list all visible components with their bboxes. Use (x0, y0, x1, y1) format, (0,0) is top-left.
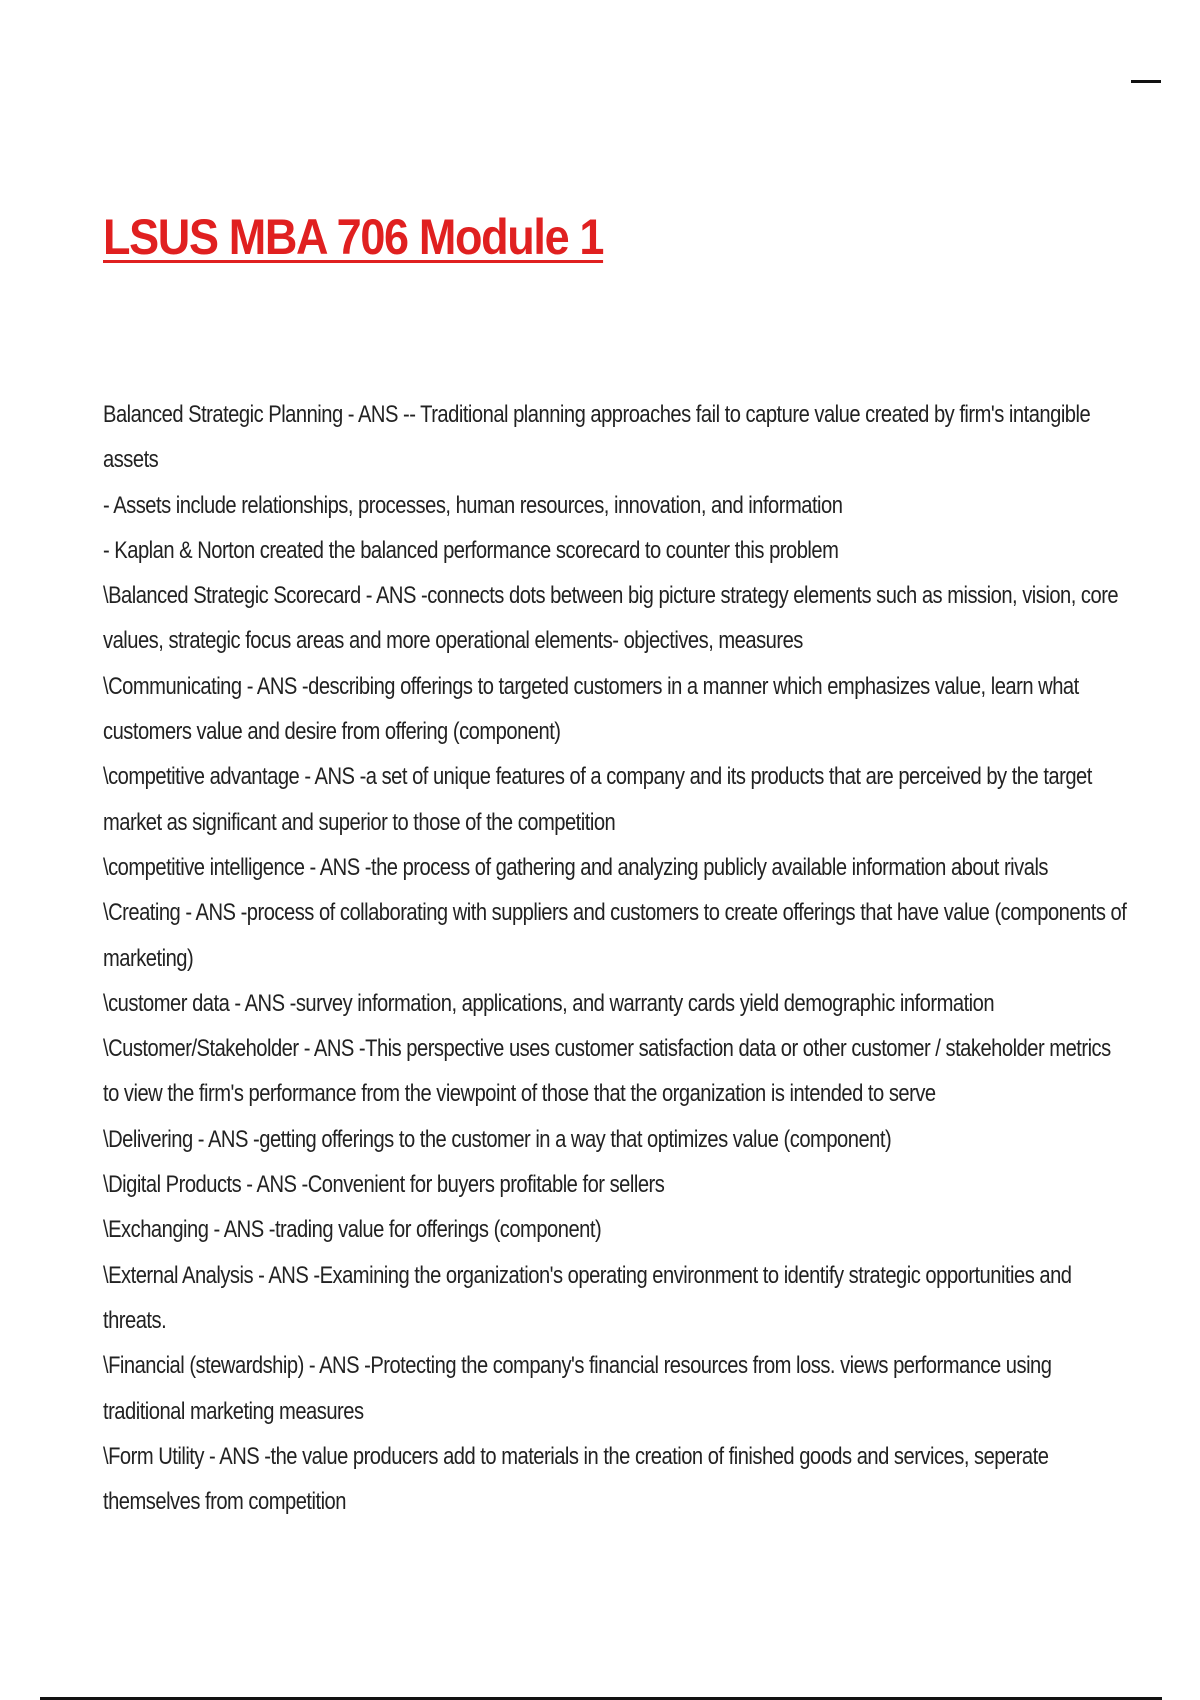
page-corner-dash (1131, 80, 1161, 83)
body-line: - Kaplan & Norton created the balanced performance scorecard to counter this problem (103, 536, 839, 564)
body-line: to view the firm's performance from the viewpoint of those that the organization is intended to serve (103, 1080, 936, 1108)
body-line: market as significant and superior to those of the competition (103, 808, 616, 836)
body-line: traditional marketing measures (103, 1397, 364, 1425)
body-line: values, strategic focus areas and more operational elements- objectives, measures (103, 627, 803, 655)
document-body (103, 392, 1143, 1524)
body-line: \External Analysis - ANS -Examining the organization's operating environment to identify strategic opportunities and (103, 1261, 1072, 1289)
body-line: \customer data - ANS -survey information, applications, and warranty cards yield demographic information (103, 989, 995, 1017)
body-line: customers value and desire from offering (component) (103, 718, 561, 746)
body-line: \competitive advantage - ANS -a set of unique features of a company and its products that are perceived by the target (103, 763, 1092, 791)
body-line: threats. (103, 1306, 167, 1334)
body-line: \Financial (stewardship) - ANS -Protecting the company's financial resources from loss. views performance using (103, 1352, 1052, 1380)
body-line: assets (103, 446, 159, 474)
body-line: \Form Utility - ANS -the value producers add to materials in the creation of finished goods and services, seperate (103, 1442, 1049, 1470)
body-line: \Digital Products - ANS -Convenient for buyers profitable for sellers (103, 1171, 665, 1199)
body-line: - Assets include relationships, processes, human resources, innovation, and information (103, 491, 843, 519)
body-line: \Balanced Strategic Scorecard - ANS -connects dots between big picture strategy elements such as mission, vision, core (103, 582, 1119, 610)
body-line: \Delivering - ANS -getting offerings to the customer in a way that optimizes value (component) (103, 1125, 892, 1153)
body-line: Balanced Strategic Planning - ANS -- Traditional planning approaches fail to capture value created by firm's intangible (103, 401, 1091, 428)
document-title: LSUS MBA 706 Module 1 (103, 209, 604, 265)
body-line: \Communicating - ANS -describing offerings to targeted customers in a manner which emphasizes value, learn what (103, 672, 1079, 700)
body-line: marketing) (103, 944, 194, 972)
body-line: \Exchanging - ANS -trading value for offerings (component) (103, 1216, 602, 1244)
body-line: \competitive intelligence - ANS -the process of gathering and analyzing publicly available information about rivals (103, 853, 1048, 881)
body-line: \Customer/Stakeholder - ANS -This perspective uses customer satisfaction data or other customer / stakeholder metrics (103, 1035, 1111, 1063)
body-line: \Creating - ANS -process of collaborating with suppliers and customers to create offerings that have value (components of (103, 899, 1127, 927)
body-line: themselves from competition (103, 1488, 346, 1516)
